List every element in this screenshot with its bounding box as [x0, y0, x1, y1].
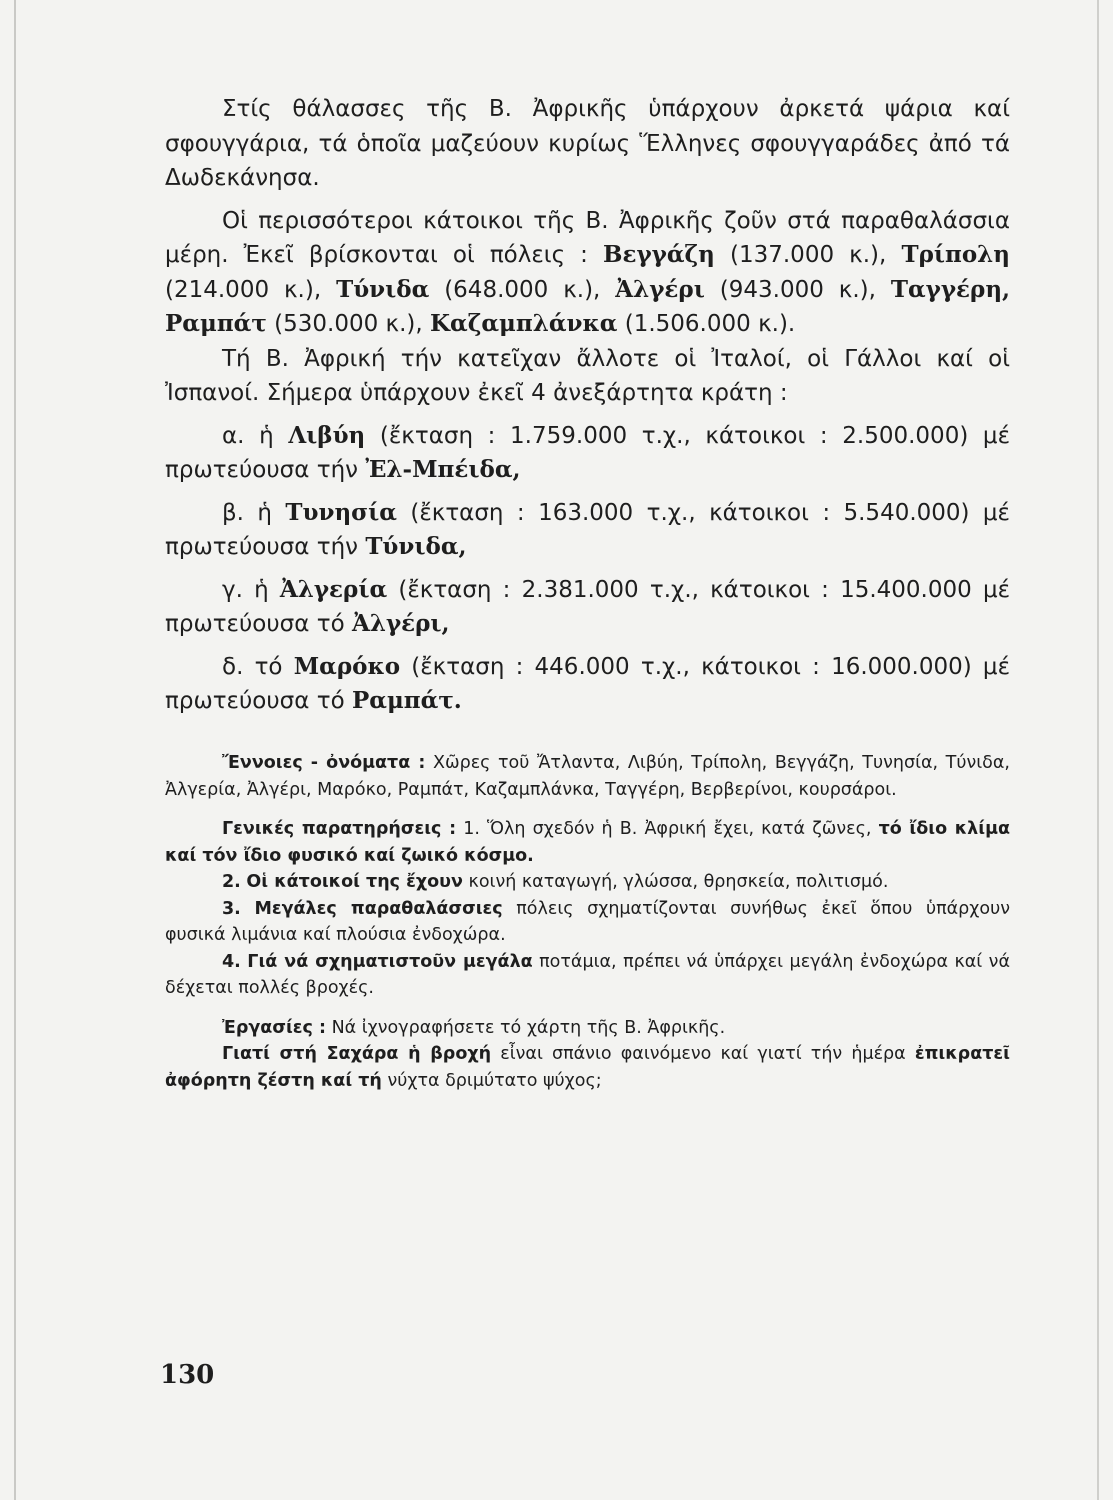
pop-tripoli: (214.000 κ.), [165, 276, 322, 303]
page-number: 130 [160, 1360, 215, 1390]
tasks-label: Ἐργασίες : [222, 1017, 326, 1038]
state-algeria [165, 573, 1010, 642]
remark-4 [165, 949, 1010, 1002]
pop-tunis: (648.000 κ.), [444, 276, 601, 303]
cities-intro: Οἱ περισσότεροι κάτοικοι τῆς Β. Ἀφρικῆς ζοῦν στά παραθαλάσσια μέρη. Ἐκεῖ βρίσκονται οἱ πόλεις : [165, 207, 1010, 268]
general-remarks-block [165, 816, 1010, 869]
concepts-text: Χῶρες τοῦ Ἄτλαντα, Λιβύη, Τρίπολη, Βεγγάζη, Τυνησία, Τύνιδα, Ἀλγερία, Ἀλγέρι, Μαρόκο, Ραμπάτ, Καζαμπλάνκα, Ταγγέρη, Βερβερίνοι, κουρσάροι. [165, 753, 1010, 800]
state-tunisia [165, 496, 1010, 565]
pop-casablanca: (1.506.000 κ.). [624, 311, 796, 337]
state-tunisia-prefix: β. ἡ [222, 499, 272, 526]
state-algeria-prefix: γ. ἡ [222, 576, 269, 603]
city-tangier: Ταγγέρη, [890, 275, 1011, 303]
remark-2 [165, 869, 1010, 896]
scan-edge-left [14, 0, 16, 1500]
remark-3-bold: Μεγάλες παραθαλάσσιες [254, 898, 503, 919]
paragraph-colonial: Τή Β. Ἀφρική τήν κατεῖχαν ἄλλοτε οἱ Ἰταλοί, οἱ Γάλλοι καί οἱ Ἰσπανοί. Σήμερα ὑπάρχουν ἐκεῖ 4 ἀνεξάρτητα κράτη : [165, 345, 1010, 406]
remark-1-start: 1. Ὅλη σχεδόν ἡ Β. Ἀφρική ἔχει, κατά ζῶνες, [463, 819, 872, 839]
tasks-text: Νά ἰχνογραφήσετε τό χάρτη τῆς Β. Ἀφρικῆς. [331, 1017, 726, 1038]
state-algeria-capital: Ἀλγέρι, [351, 610, 450, 637]
general-remarks-label: Γενικές παρατηρήσεις : [222, 819, 457, 839]
concepts-label: Ἔννοιες - ὀνόματα : [222, 753, 426, 773]
remark-3-num: 3. [222, 898, 241, 919]
state-tunisia-name: Τυνησία [285, 498, 397, 526]
question-bold-1: Γιατί στή Σαχάρα ἡ βροχή [222, 1044, 492, 1064]
remark-3 [165, 896, 1010, 949]
city-benghazi: Βεγγάζη [603, 241, 715, 268]
remark-2-num: 2. [222, 872, 241, 892]
state-libya [165, 419, 1010, 488]
remark-4-text: ποτάμια, πρέπει νά ὑπάρχει μεγάλη ἐνδοχώρα καί νά δέχεται πολλές βροχές. [165, 951, 1010, 998]
question-bold-2: ἐπικρατεῖ ἀφόρητη ζέστη καί τή [165, 1044, 1010, 1091]
tasks-block [165, 1015, 1010, 1042]
state-algeria-details: (ἔκταση : 2.381.000 τ.χ., κάτοικοι : 15.400.000 μέ πρωτεύουσα τό [165, 576, 1011, 637]
notes-section [165, 750, 1010, 1094]
sahara-question [165, 1041, 1010, 1094]
city-tripoli: Τρίπολη [901, 241, 1011, 268]
state-algeria-name: Ἀλγερία [279, 575, 388, 603]
city-tunis: Τύνιδα [336, 275, 430, 303]
remark-2-text: κοινή καταγωγή, γλώσσα, θρησκεία, πολιτισμό. [468, 872, 889, 892]
paragraph-sponges: Στίς θάλασσες τῆς Β. Ἀφρικῆς ὑπάρχουν ἀρκετά ψάρια καί σφουγγάρια, τά ὁποῖα μαζεύουν κυρίως Ἕλληνες σφουγγαράδες ἀπό τά Δωδεκάνησα. [165, 96, 1010, 191]
state-morocco-details: (ἔκταση : 446.000 τ.χ., κάτοικοι : 16.000.000) μέ πρωτεύουσα τό [165, 653, 1011, 714]
state-libya-details: (ἔκταση : 1.759.000 τ.χ., κάτοικοι : 2.500.000) μέ πρωτεύουσα τήν [165, 422, 1011, 483]
pop-algiers: (943.000 κ.), [719, 276, 876, 303]
state-tunisia-details: (ἔκταση : 163.000 τ.χ., κάτοικοι : 5.540.000) μέ πρωτεύουσα τήν [165, 499, 1010, 560]
city-casablanca: Καζαμπλάνκα [430, 310, 618, 337]
remark-2-bold: Οἱ κάτοικοί της ἔχουν [246, 872, 463, 892]
state-libya-capital: Ἐλ-Μπέιδα, [365, 456, 521, 483]
state-libya-prefix: α. ἡ [222, 422, 274, 449]
state-libya-name: Λιβύη [288, 421, 366, 449]
city-rabat: Ραμπάτ [165, 310, 267, 337]
scan-edge-right [1097, 0, 1099, 1500]
pop-benghazi: (137.000 κ.), [730, 242, 887, 268]
concepts-block [165, 750, 1010, 803]
state-morocco [165, 650, 1010, 719]
main-text [165, 92, 1010, 719]
question-text-1: εἶναι σπάνιο φαινόμενο καί γιατί τήν ἡμέρα [500, 1044, 906, 1064]
state-morocco-capital: Ραμπάτ. [351, 687, 462, 714]
state-morocco-name: Μαρόκο [293, 652, 401, 680]
paragraph-cities [165, 204, 1010, 342]
state-morocco-prefix: δ. τό [222, 653, 283, 680]
city-algiers: Ἀλγέρι [615, 275, 705, 303]
question-text-2: νύχτα δριμύτατο ψύχος; [387, 1070, 602, 1091]
remark-4-bold: Γιά νά σχηματιστοῦν μεγάλα [247, 951, 533, 972]
pop-rabat: (530.000 κ.), [274, 311, 423, 337]
remark-3-text: πόλεις σχηματίζονται συνήθως ἐκεῖ ὅπου ὑπάρχουν φυσικά λιμάνια καί πλούσια ἐνδοχώρα. [165, 898, 1010, 945]
state-tunisia-capital: Τύνιδα, [365, 533, 467, 560]
remark-1-end: τό ἴδιο κλίμα καί τόν ἴδιο φυσικό καί ζωικό κόσμο. [165, 819, 1010, 866]
remark-4-num: 4. [222, 951, 241, 972]
